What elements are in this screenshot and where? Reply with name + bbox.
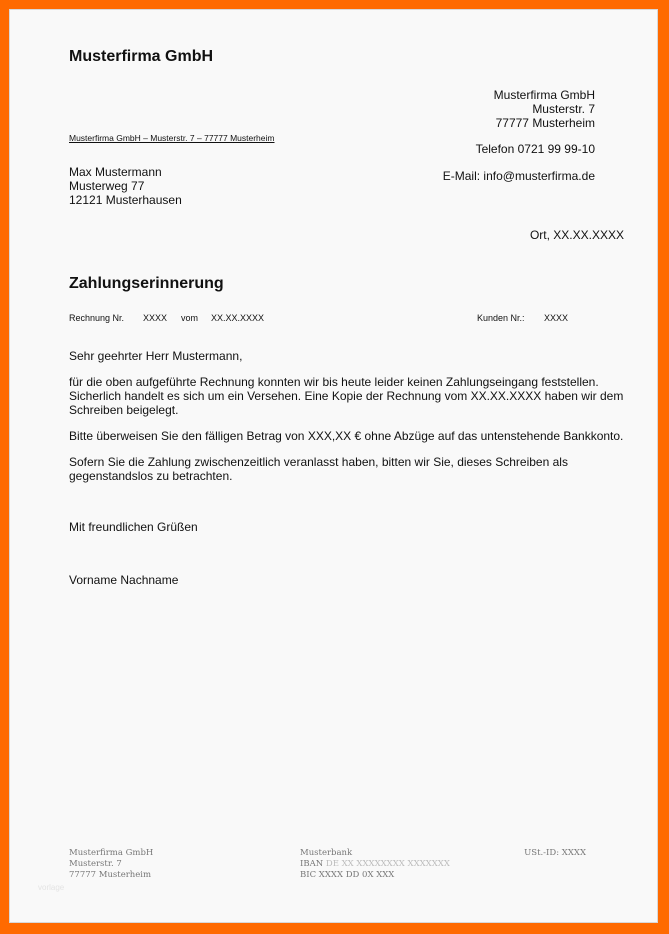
footer-company-name: Musterfirma GmbH bbox=[69, 848, 154, 858]
company-name: Musterfirma GmbH bbox=[69, 48, 214, 65]
footer-iban-value: DE XX XXXXXXXX XXXXXXX bbox=[325, 859, 450, 869]
sender-city: 77777 Musterheim bbox=[495, 116, 595, 130]
sender-name: Musterfirma GmbH bbox=[493, 88, 595, 102]
footer-iban bbox=[300, 859, 450, 870]
footer-company-city: 77777 Musterheim bbox=[69, 870, 152, 880]
letter-page bbox=[9, 9, 658, 923]
paragraph-line: gegenstandslos zu betrachten. bbox=[69, 469, 233, 483]
return-address-line: Musterfirma GmbH – Musterstr. 7 – 77777 Musterheim bbox=[69, 133, 275, 143]
paragraph-line: Bitte überweisen Sie den fälligen Betrag von XXX,XX € ohne Abzüge auf das untenstehende Bankkonto. bbox=[69, 429, 624, 443]
closing: Mit freundlichen Grüßen bbox=[69, 520, 198, 534]
invoice-date-value: XX.XX.XXXX bbox=[211, 313, 265, 323]
paragraph-2 bbox=[69, 429, 623, 443]
paragraph-line: Schreiben beigelegt. bbox=[69, 403, 179, 417]
footer-bank bbox=[300, 848, 450, 881]
footer-iban-label: IBAN bbox=[300, 859, 324, 869]
sender-phone: Telefon 0721 99 99-10 bbox=[475, 142, 595, 156]
recipient-street: Musterweg 77 bbox=[69, 179, 145, 193]
salutation: Sehr geehrter Herr Mustermann, bbox=[69, 349, 243, 363]
place-date: Ort, XX.XX.XXXX bbox=[529, 228, 624, 242]
footer-bic: BIC XXXX DD 0X XXX bbox=[300, 870, 395, 880]
watermark: vorlage bbox=[38, 883, 65, 892]
footer-bank-name: Musterbank bbox=[300, 848, 353, 858]
invoice-number-value: XXXX bbox=[143, 313, 168, 323]
sender-email: E-Mail: info@musterfirma.de bbox=[442, 169, 595, 183]
recipient-city: 12121 Musterhausen bbox=[69, 193, 182, 207]
paragraph-line: Sofern Sie die Zahlung zwischenzeitlich veranlasst haben, bitten wir Sie, dieses Schreiben als bbox=[69, 455, 568, 469]
letter-subject: Zahlungserinnerung bbox=[69, 275, 224, 292]
signature-name: Vorname Nachname bbox=[69, 573, 179, 587]
sender-street: Musterstr. 7 bbox=[532, 102, 595, 116]
sender-address bbox=[494, 88, 595, 130]
footer-company-street: Musterstr. 7 bbox=[69, 859, 122, 869]
invoice-date-label: vom bbox=[181, 313, 199, 323]
recipient-address bbox=[69, 165, 182, 207]
paragraph-3 bbox=[69, 455, 568, 483]
customer-number-label: Kunden Nr.: bbox=[477, 313, 525, 323]
footer-company bbox=[69, 848, 153, 881]
invoice-number-label: Rechnung Nr. bbox=[69, 313, 125, 323]
paragraph-1 bbox=[69, 375, 623, 417]
recipient-name: Max Mustermann bbox=[69, 165, 162, 179]
customer-number-value: XXXX bbox=[544, 313, 569, 323]
paragraph-line: Sicherlich handelt es sich um ein Versehen. Eine Kopie der Rechnung vom XX.XX.XXXX haben wir dem bbox=[69, 389, 624, 403]
footer-vat-id: USt.-ID: XXXX bbox=[524, 848, 586, 858]
paragraph-line: für die oben aufgeführte Rechnung konnten wir bis heute leider keinen Zahlungseingang feststellen. bbox=[69, 375, 599, 389]
